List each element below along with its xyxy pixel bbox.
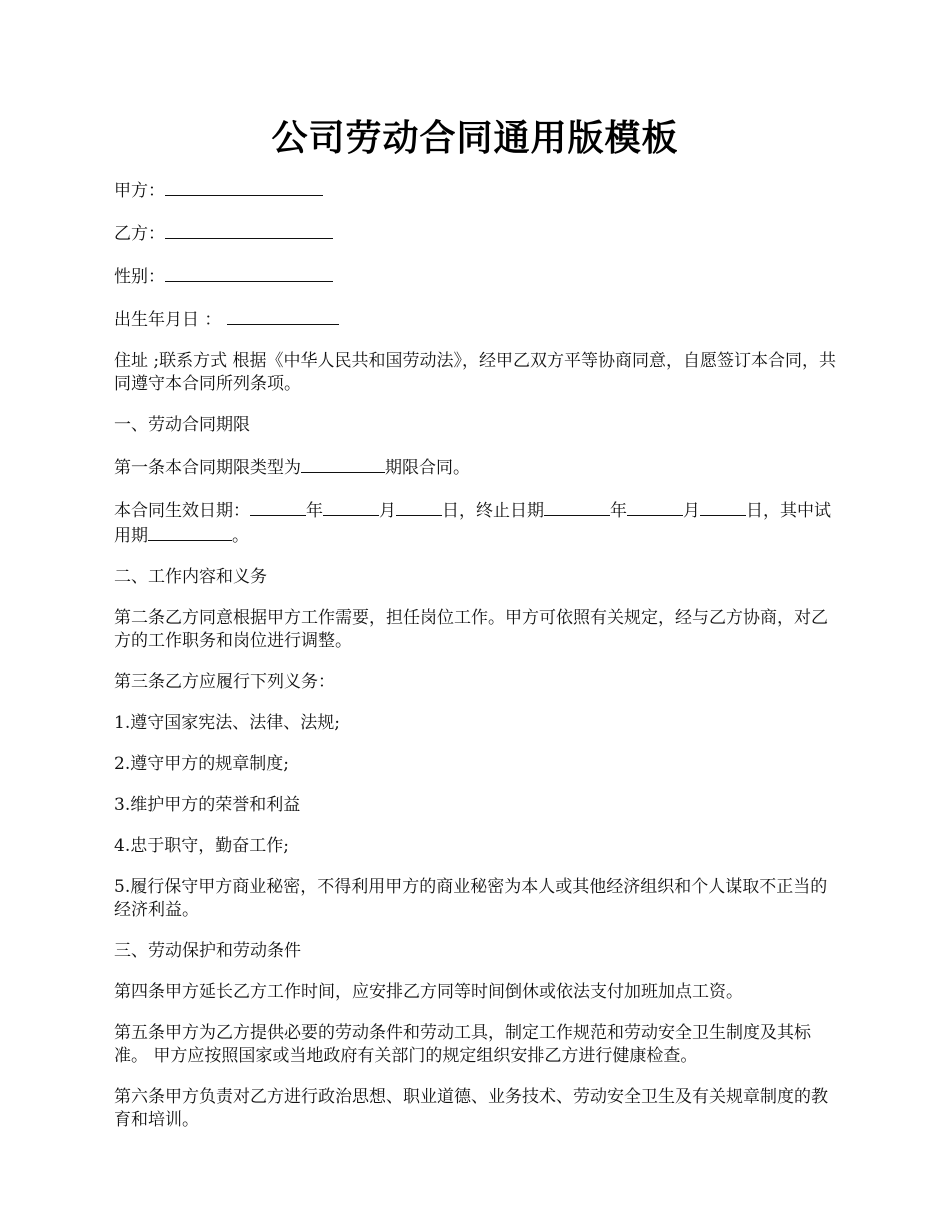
start-day-blank (396, 498, 442, 516)
birth-line (114, 307, 838, 332)
duty-5: 5.履行保守甲方商业秘密，不得利用甲方的商业秘密为本人或其他经济组织和个人谋取不正当的经济利益。 (114, 877, 828, 920)
end-month-unit: 月 (683, 501, 700, 521)
trial-period-blank (148, 523, 232, 541)
section-2-heading: 二、工作内容和义务 (114, 567, 267, 587)
gender-blank (165, 264, 333, 282)
intro-paragraph: 住址 ;联系方式 根据《中华人民共和国劳动法》，经甲乙双方平等协商同意，自愿签订本合同，共同遵守本合同所列条项。 (114, 351, 837, 394)
start-year-unit: 年 (306, 501, 323, 521)
start-month-unit: 月 (379, 501, 396, 521)
article-1-suffix: 期限合同。 (385, 458, 470, 478)
article-2: 第二条乙方同意根据甲方工作需要，担任岗位工作。甲方可依照有关规定，经与乙方协商，对乙方的工作职务和岗位进行调整。 (114, 608, 828, 651)
birth-label: 出生年月日 ： (114, 310, 222, 330)
article-5: 第五条甲方为乙方提供必要的劳动条件和劳动工具，制定工作规范和劳动安全卫生制度及其标准。 甲方应按照国家或当地政府有关部门的规定组织安排乙方进行健康检查。 (114, 1023, 811, 1066)
duty-3: 3.维护甲方的荣誉和利益 (114, 795, 301, 815)
contract-type-blank (301, 455, 385, 473)
gender-line (114, 264, 838, 289)
start-day-unit: 日，终止日期 (442, 501, 544, 521)
party-b-label: 乙方： (114, 224, 165, 244)
party-a-line (114, 178, 838, 203)
party-b-line (114, 221, 838, 246)
start-year-blank (250, 498, 306, 516)
end-day-blank (700, 498, 746, 516)
contract-term-paragraph (114, 498, 838, 548)
duty-4: 4.忠于职守，勤奋工作; (114, 836, 289, 856)
party-a-blank (165, 178, 323, 196)
section-1-heading: 一、劳动合同期限 (114, 415, 250, 435)
article-6: 第六条甲方负责对乙方进行政治思想、职业道德、业务技术、劳动安全卫生及有关规章制度的教育和培训。 (114, 1087, 828, 1130)
duty-2: 2.遵守甲方的规章制度; (114, 754, 289, 774)
article-4: 第四条甲方延长乙方工作时间，应安排乙方同等时间倒休或依法支付加班加点工资。 (114, 982, 743, 1002)
article-3: 第三条乙方应履行下列义务： (114, 672, 335, 692)
party-b-blank (165, 221, 333, 239)
duty-1: 1.遵守国家宪法、法律、法规; (114, 713, 340, 733)
term-label: 本合同生效日期： (114, 501, 250, 521)
birth-blank (227, 307, 339, 325)
end-year-unit: 年 (610, 501, 627, 521)
end-year-blank (544, 498, 610, 516)
section-3-heading: 三、劳动保护和劳动条件 (114, 941, 301, 961)
gender-label: 性别： (114, 267, 165, 287)
document-body (114, 178, 838, 1150)
party-a-label: 甲方： (114, 181, 165, 201)
article-1 (114, 455, 838, 480)
start-month-blank (323, 498, 379, 516)
end-day-unit: 日，其中试用期 (114, 501, 831, 546)
document-title: 公司劳动合同通用版模板 (271, 118, 679, 159)
article-1-prefix: 第一条本合同期限类型为 (114, 458, 301, 478)
end-month-blank (627, 498, 683, 516)
term-end: 。 (232, 526, 249, 546)
